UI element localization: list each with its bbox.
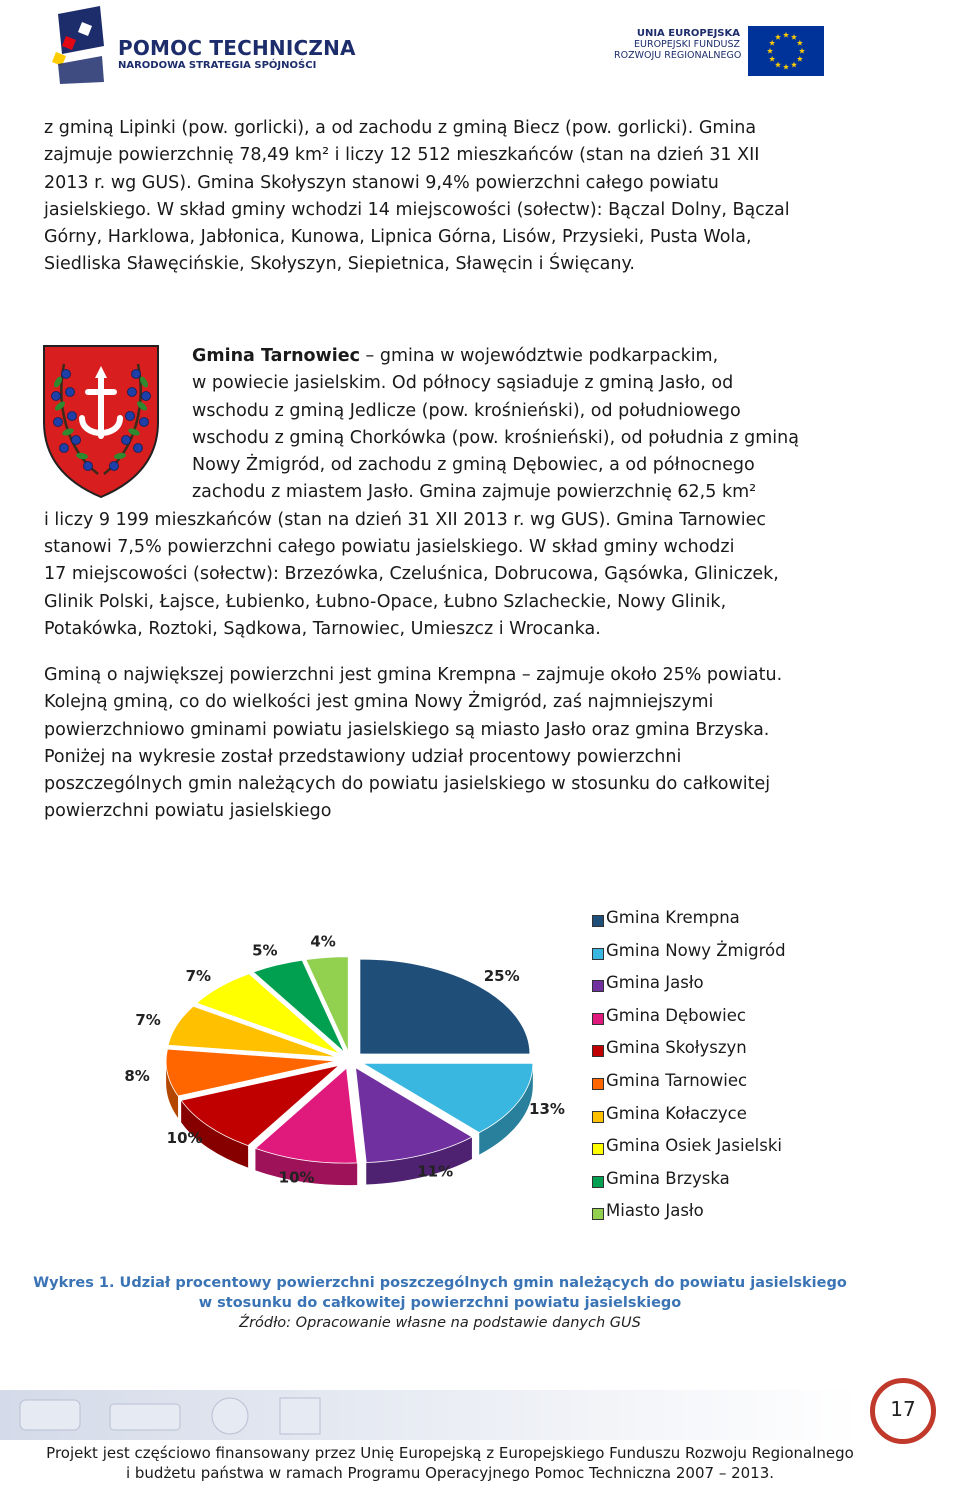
logo-title: POMOC TECHNICZNA	[118, 36, 356, 60]
legend-label: Gmina Krempna	[606, 908, 740, 927]
text-line: powierzchni powiatu jasielskiego	[44, 801, 332, 822]
page-number: 17	[890, 1397, 916, 1421]
text-line: Kolejną gminą, co do wielkości jest gmina Nowy Żmigród, zaś najmniejszymi	[44, 692, 714, 713]
text-line: stanowi 7,5% powierzchni całego powiatu jasielskiego. W skład gminy wchodzi	[44, 537, 735, 558]
legend-label: Gmina Osiek Jasielski	[606, 1136, 783, 1156]
paragraph-skolyszyn	[44, 115, 834, 279]
figure-caption-cont: w stosunku do całkowitej powierzchni powiatu jasielskiego	[198, 1295, 682, 1311]
pie-data-label: 7%	[185, 966, 212, 985]
eu-title: UNIA EUROPEJSKA	[636, 28, 740, 39]
text-line: 17 miejscowości (sołectw): Brzezówka, Czeluśnica, Dobrucowa, Gąsówka, Gliniczek,	[44, 564, 779, 585]
text-line: Poniżej na wykresie został przedstawiony udział procentowy powierzchni	[44, 746, 682, 767]
legend-swatch-icon	[592, 948, 604, 960]
text-line: poszczególnych gmin należących do powiatu jasielskiego w stosunku do całkowitej	[44, 774, 771, 795]
text-line: z gminą Lipinki (pow. gorlicki), a od zachodu z gminą Biecz (pow. gorlicki). Gmina	[44, 118, 757, 138]
pie-data-label: 25%	[483, 966, 520, 985]
logo-subtitle: NARODOWA STRATEGIA SPÓJNOŚCI	[118, 60, 317, 71]
figure-caption: Wykres 1. Udział procentowy powierzchni poszczególnych gmin należących do powiatu jasielskiego	[33, 1275, 847, 1291]
text-line: Glinik Polski, Łajsce, Łubienko, Łubno-Opace, Łubno Szlacheckie, Nowy Glinik,	[44, 591, 727, 612]
legend-swatch-icon	[592, 1078, 604, 1090]
gmina-name-bold: Gmina Tarnowiec	[192, 346, 360, 366]
pie-data-label: 11%	[417, 1162, 454, 1181]
eu-fund-line2: ROZWOJU REGIONALNEGO	[614, 50, 742, 61]
pie-chart-svg	[120, 900, 580, 1240]
text-line: powierzchniowo gminami powiatu jasielskiego są miasto Jasło oraz gmina Brzyska.	[44, 719, 770, 740]
legend-swatch-icon	[592, 1111, 604, 1123]
legend-swatch-icon	[592, 1143, 604, 1155]
legend-label: Gmina Tarnowiec	[606, 1071, 748, 1090]
legend-swatch-icon	[592, 1045, 604, 1057]
text-line: w powiecie jasielskim. Od północy sąsiaduje z gminą Jasło, od	[192, 373, 734, 394]
text-line: 2013 r. wg GUS). Gmina Skołyszyn stanowi 9,4% powierzchni całego powiatu	[44, 172, 719, 193]
pomoc-techniczna-emblem-icon	[52, 6, 114, 84]
pie-data-label: 13%	[529, 1099, 565, 1118]
eu-fund-line1: EUROPEJSKI FUNDUSZ	[634, 39, 740, 50]
text-line: i liczy 9 199 mieszkańców (stan na dzień 31 XII 2013 r. wg GUS). Gmina Tarnowiec	[44, 509, 767, 530]
text-line: jasielskiego. W skład gminy wchodzi 14 miejscowości (sołectw): Bączal Dolny, Bączal	[44, 199, 790, 220]
text-line: Siedliska Sławęcińskie, Skołyszyn, Siepietnica, Sławęcin i Święcany.	[44, 254, 635, 275]
legend-label: Gmina Brzyska	[606, 1168, 730, 1188]
eu-flag-icon	[748, 26, 824, 76]
legend-label: Miasto Jasło	[606, 1201, 704, 1221]
eu-logo	[614, 24, 824, 76]
text-line	[192, 343, 834, 370]
footer-funding-line2: i budżetu państwa w ramach Programu Operacyjnego Pomoc Techniczna 2007 – 2013.	[125, 1464, 775, 1482]
text-line: Górny, Harklowa, Jabłonica, Kunowa, Lipnica Górna, Lisów, Przysieki, Pusta Wola,	[44, 227, 752, 248]
paragraph-summary	[44, 662, 834, 826]
legend-swatch-icon	[592, 915, 604, 927]
pomoc-techniczna-logo	[52, 6, 356, 84]
footer-decoration-icon	[0, 1380, 860, 1440]
area-share-pie-chart	[120, 900, 880, 1240]
text-line: Gminą o największej powierzchni jest gmina Krempna – zajmuje około 25% powiatu.	[44, 665, 783, 685]
pie-data-label: 4%	[310, 932, 336, 951]
pie-data-label: 10%	[166, 1128, 203, 1147]
text-line: Nowy Żmigród, od zachodu z gminą Dębowiec, a od północnego	[192, 455, 755, 476]
legend-label: Gmina Skołyszyn	[606, 1038, 747, 1058]
legend-swatch-icon	[592, 1208, 604, 1220]
pie-data-label: 10%	[278, 1168, 315, 1187]
text-fragment: – gmina w województwie podkarpackim,	[359, 346, 719, 366]
page-number-badge	[870, 1378, 936, 1444]
text-line: zachodu z miastem Jasło. Gmina zajmuje powierzchnię 62,5 km²	[192, 482, 757, 503]
text-line: wschodu z gminą Jedlicze (pow. krośnieński), od południowego	[192, 400, 741, 421]
footer-funding-line1: Projekt jest częściowo finansowany przez Unię Europejską z Europejskiego Funduszu Rozwoju Regionalnego	[46, 1444, 854, 1462]
paragraph-tarnowiec	[44, 343, 834, 643]
figure-source: Źródło: Opracowanie własne na podstawie danych GUS	[239, 1315, 641, 1331]
pie-data-label: 8%	[124, 1067, 150, 1086]
legend-label: Gmina Kołaczyce	[606, 1103, 747, 1123]
text-line: zajmuje powierzchnię 78,49 km² i liczy 12 512 mieszkańców (stan na dzień 31 XII	[44, 145, 760, 166]
legend-swatch-icon	[592, 1176, 604, 1188]
pie-data-label: 7%	[135, 1011, 161, 1030]
page-header	[0, 0, 960, 90]
legend-swatch-icon	[592, 980, 604, 992]
text-line: Potakówka, Roztoki, Sądkowa, Tarnowiec, Umieszcz i Wrocanka.	[44, 618, 601, 639]
legend-label: Gmina Nowy Żmigród	[606, 940, 786, 960]
legend-label: Gmina Dębowiec	[606, 1005, 746, 1025]
text-line: wschodu z gminą Chorkówka (pow. krośnieński), od południa z gminą	[192, 427, 799, 448]
pie-data-label: 5%	[252, 941, 278, 960]
legend-swatch-icon	[592, 1013, 604, 1025]
legend-label: Gmina Jasło	[606, 973, 704, 993]
